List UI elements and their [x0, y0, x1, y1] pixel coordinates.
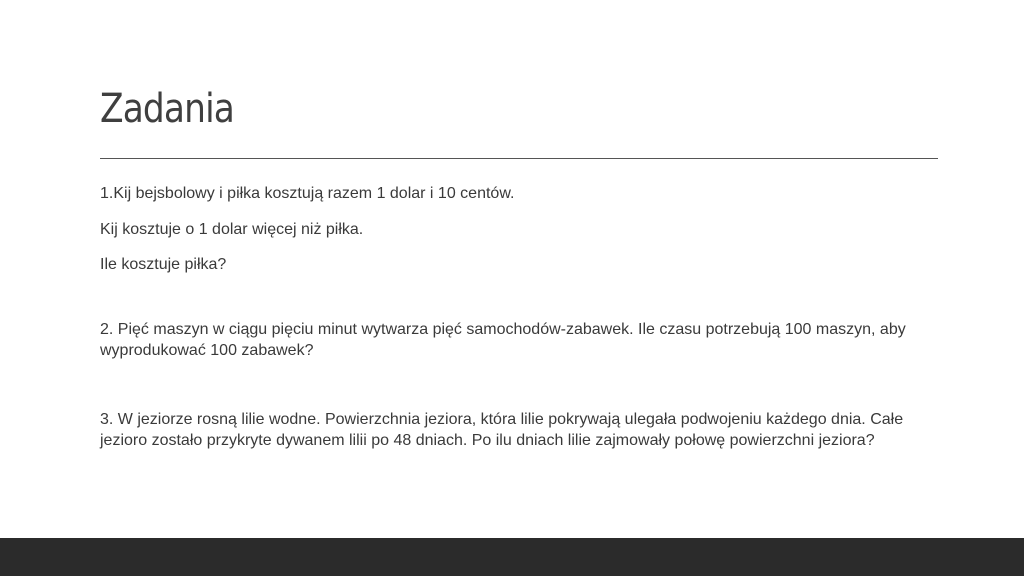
task-1-line-2: Kij kosztuje o 1 dolar więcej niż piłka.	[100, 221, 364, 238]
task-3-text: 3. W jeziorze rosną lilie wodne. Powierzchnia jeziora, która lilie pokrywają ulegała podwojeniu każdego dnia. Całe jezioro zostało przykryte dywanem lilii po 48 dniach. Po ilu dniach lilie zajmowały połowę powierzchni jeziora?	[100, 411, 904, 449]
task-2-text: 2. Pięć maszyn w ciągu pięciu minut wytwarza pięć samochodów-zabawek. Ile czasu potrzebują 100 maszyn, aby wyprodukować 100 zabawek?	[100, 321, 906, 359]
task-1-line-3: Ile kosztuje piłka?	[100, 256, 227, 273]
title-divider	[100, 158, 938, 159]
slide-title: Zadania	[100, 86, 234, 132]
task-1-line-1: 1.Kij bejsbolowy i piłka kosztują razem 1 dolar i 10 centów.	[100, 185, 515, 202]
footer-bar	[0, 538, 1024, 576]
slide-content	[100, 183, 930, 451]
